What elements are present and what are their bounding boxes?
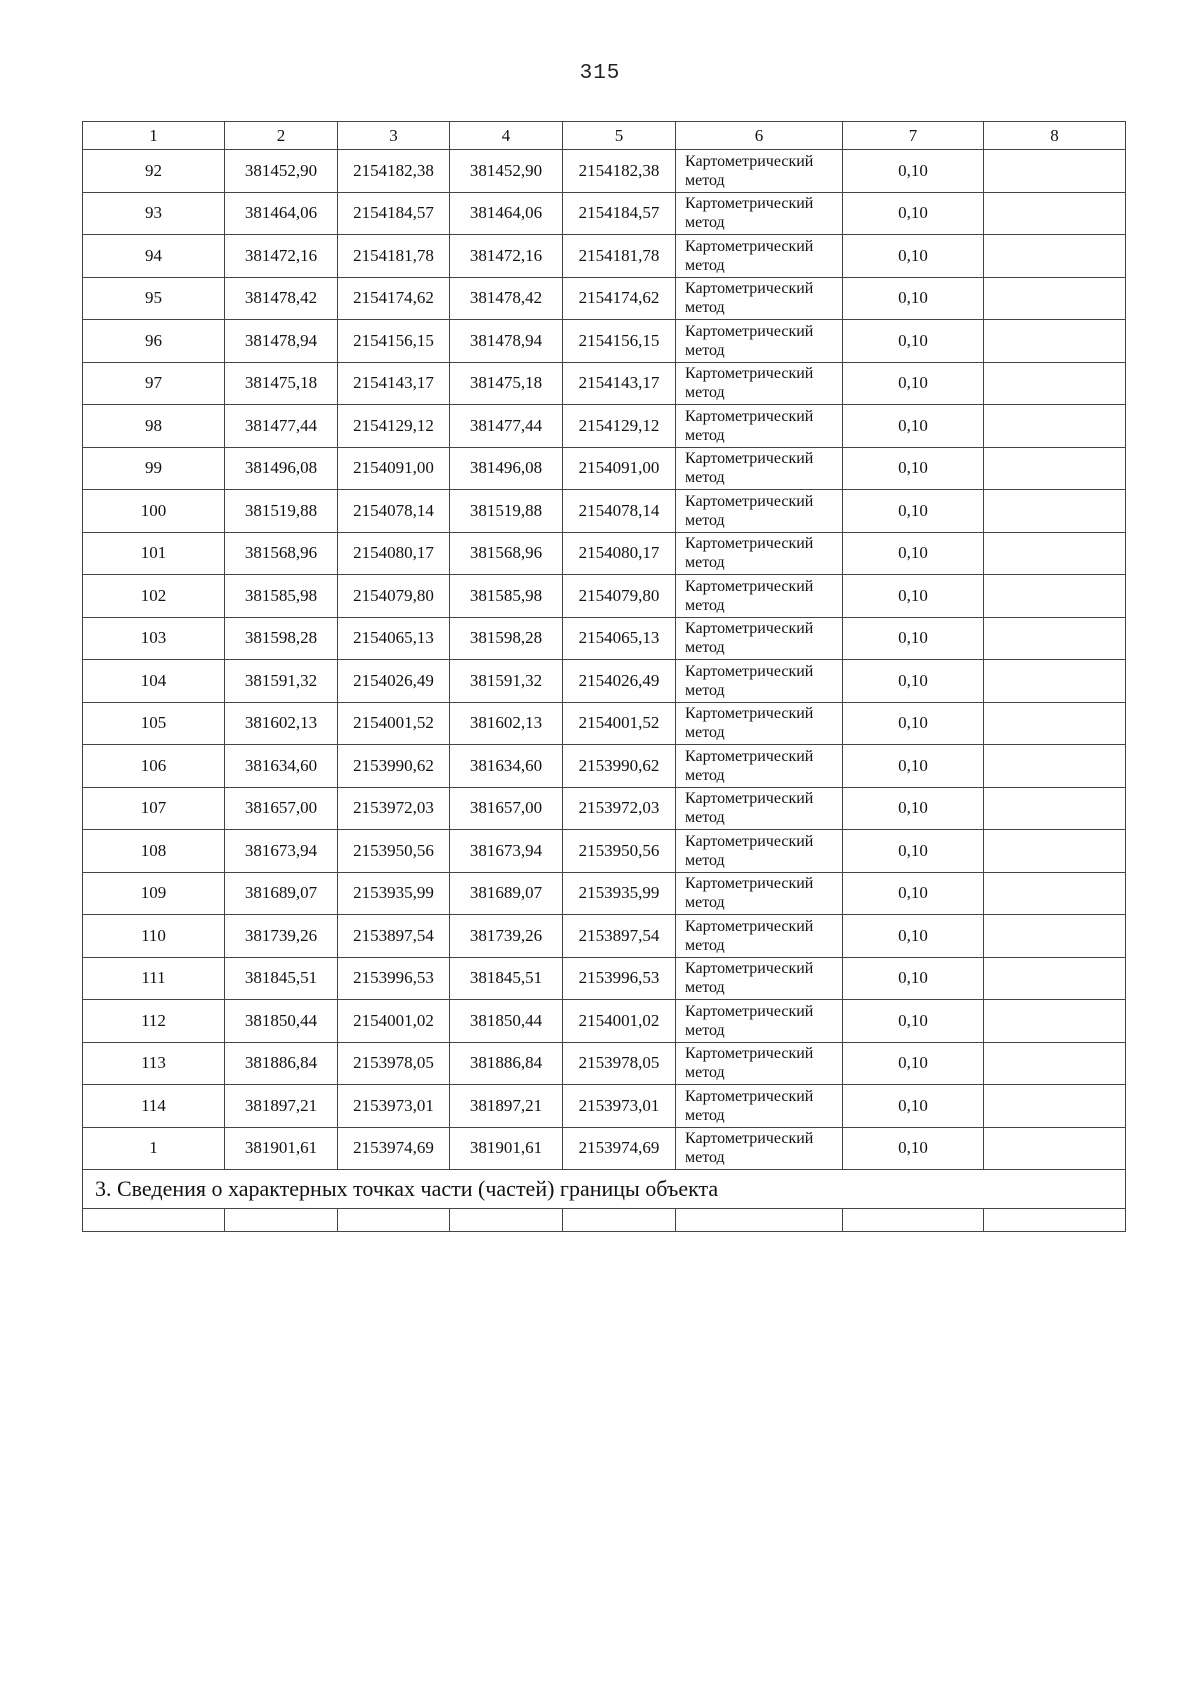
accuracy-cell: 0,10 [843, 532, 984, 575]
x-coordinate-cell: 381598,28 [450, 617, 563, 660]
accuracy-cell: 0,10 [843, 150, 984, 193]
method-cell [676, 872, 843, 915]
y-coordinate-cell: 2154184,57 [563, 192, 676, 235]
accuracy-cell: 0,10 [843, 1127, 984, 1170]
accuracy-cell: 0,10 [843, 702, 984, 745]
accuracy-cell: 0,10 [843, 872, 984, 915]
description-cell [984, 1085, 1126, 1128]
accuracy-cell: 0,10 [843, 362, 984, 405]
point-number-cell: 97 [83, 362, 225, 405]
empty-row [83, 1209, 1126, 1232]
y-coordinate-cell: 2154129,12 [563, 405, 676, 448]
x-coordinate-cell: 381464,06 [450, 192, 563, 235]
accuracy-cell: 0,10 [843, 575, 984, 618]
method-text: метод [685, 341, 725, 359]
table-row [83, 575, 1126, 618]
empty-cell [843, 1209, 984, 1232]
description-cell [984, 872, 1126, 915]
method-text: метод [685, 384, 725, 402]
y-coordinate-cell: 2153950,56 [338, 830, 450, 873]
y-coordinate-cell: 2154001,52 [338, 702, 450, 745]
method-cell [676, 150, 843, 193]
y-coordinate-cell: 2153935,99 [563, 872, 676, 915]
method-text: Картометрический [685, 492, 814, 510]
x-coordinate-cell: 381901,61 [450, 1127, 563, 1170]
point-number-cell: 1 [83, 1127, 225, 1170]
y-coordinate-cell: 2154174,62 [338, 277, 450, 320]
accuracy-cell: 0,10 [843, 277, 984, 320]
method-text: метод [685, 511, 725, 529]
y-coordinate-cell: 2153972,03 [563, 787, 676, 830]
accuracy-cell: 0,10 [843, 1000, 984, 1043]
x-coordinate-cell: 381478,94 [450, 320, 563, 363]
y-coordinate-cell: 2154080,17 [563, 532, 676, 575]
description-cell [984, 660, 1126, 703]
x-coordinate-cell: 381739,26 [225, 915, 338, 958]
method-text: Картометрический [685, 875, 814, 893]
method-cell [676, 1000, 843, 1043]
x-coordinate-cell: 381689,07 [450, 872, 563, 915]
point-number-cell: 92 [83, 150, 225, 193]
x-coordinate-cell: 381850,44 [225, 1000, 338, 1043]
y-coordinate-cell: 2154156,15 [338, 320, 450, 363]
accuracy-cell: 0,10 [843, 915, 984, 958]
method-cell [676, 702, 843, 745]
point-number-cell: 96 [83, 320, 225, 363]
x-coordinate-cell: 381475,18 [450, 362, 563, 405]
method-text: Картометрический [685, 917, 814, 935]
method-cell [676, 1042, 843, 1085]
method-text: Картометрический [685, 407, 814, 425]
description-cell [984, 405, 1126, 448]
y-coordinate-cell: 2153996,53 [338, 957, 450, 1000]
method-cell [676, 192, 843, 235]
accuracy-cell: 0,10 [843, 490, 984, 533]
x-coordinate-cell: 381897,21 [225, 1085, 338, 1128]
x-coordinate-cell: 381845,51 [450, 957, 563, 1000]
y-coordinate-cell: 2154026,49 [563, 660, 676, 703]
table-row [83, 447, 1126, 490]
point-number-cell: 103 [83, 617, 225, 660]
column-number-row [83, 122, 1126, 150]
point-number-cell: 111 [83, 957, 225, 1000]
y-coordinate-cell: 2153978,05 [563, 1042, 676, 1085]
point-number-cell: 104 [83, 660, 225, 703]
x-coordinate-cell: 381739,26 [450, 915, 563, 958]
y-coordinate-cell: 2153990,62 [563, 745, 676, 788]
x-coordinate-cell: 381585,98 [225, 575, 338, 618]
y-coordinate-cell: 2154181,78 [563, 235, 676, 278]
point-number-cell: 107 [83, 787, 225, 830]
x-coordinate-cell: 381496,08 [450, 447, 563, 490]
table-row [83, 830, 1126, 873]
description-cell [984, 1042, 1126, 1085]
y-coordinate-cell: 2153972,03 [338, 787, 450, 830]
table-row [83, 362, 1126, 405]
method-text: Картометрический [685, 195, 814, 213]
description-cell [984, 362, 1126, 405]
y-coordinate-cell: 2154078,14 [563, 490, 676, 533]
point-number-cell: 98 [83, 405, 225, 448]
method-text: Картометрический [685, 322, 814, 340]
y-coordinate-cell: 2154001,52 [563, 702, 676, 745]
method-text: Картометрический [685, 705, 814, 723]
y-coordinate-cell: 2154065,13 [563, 617, 676, 660]
column-header: 4 [450, 122, 563, 150]
x-coordinate-cell: 381598,28 [225, 617, 338, 660]
x-coordinate-cell: 381673,94 [450, 830, 563, 873]
x-coordinate-cell: 381477,44 [450, 405, 563, 448]
accuracy-cell: 0,10 [843, 787, 984, 830]
x-coordinate-cell: 381496,08 [225, 447, 338, 490]
method-cell [676, 915, 843, 958]
section-heading-row [83, 1170, 1126, 1209]
empty-cell [338, 1209, 450, 1232]
empty-cell [563, 1209, 676, 1232]
point-number-cell: 109 [83, 872, 225, 915]
x-coordinate-cell: 381477,44 [225, 405, 338, 448]
y-coordinate-cell: 2153978,05 [338, 1042, 450, 1085]
method-text: Картометрический [685, 365, 814, 383]
method-cell [676, 830, 843, 873]
x-coordinate-cell: 381591,32 [225, 660, 338, 703]
y-coordinate-cell: 2154079,80 [563, 575, 676, 618]
y-coordinate-cell: 2153996,53 [563, 957, 676, 1000]
y-coordinate-cell: 2153897,54 [338, 915, 450, 958]
y-coordinate-cell: 2153974,69 [338, 1127, 450, 1170]
method-cell [676, 235, 843, 278]
x-coordinate-cell: 381886,84 [450, 1042, 563, 1085]
method-text: метод [685, 979, 725, 997]
y-coordinate-cell: 2153935,99 [338, 872, 450, 915]
method-cell [676, 617, 843, 660]
method-text: метод [685, 171, 725, 189]
method-cell [676, 1127, 843, 1170]
description-cell [984, 787, 1126, 830]
method-text: Картометрический [685, 1045, 814, 1063]
x-coordinate-cell: 381568,96 [225, 532, 338, 575]
description-cell [984, 235, 1126, 278]
y-coordinate-cell: 2153950,56 [563, 830, 676, 873]
x-coordinate-cell: 381897,21 [450, 1085, 563, 1128]
x-coordinate-cell: 381901,61 [225, 1127, 338, 1170]
method-text: Картометрический [685, 152, 814, 170]
table-row [83, 277, 1126, 320]
description-cell [984, 575, 1126, 618]
x-coordinate-cell: 381464,06 [225, 192, 338, 235]
accuracy-cell: 0,10 [843, 660, 984, 703]
column-header: 1 [83, 122, 225, 150]
point-number-cell: 99 [83, 447, 225, 490]
method-text: метод [685, 299, 725, 317]
table-row [83, 405, 1126, 448]
description-cell [984, 532, 1126, 575]
y-coordinate-cell: 2154001,02 [563, 1000, 676, 1043]
point-number-cell: 110 [83, 915, 225, 958]
point-number-cell: 112 [83, 1000, 225, 1043]
table-row [83, 915, 1126, 958]
description-cell [984, 702, 1126, 745]
y-coordinate-cell: 2154174,62 [563, 277, 676, 320]
method-cell [676, 490, 843, 533]
description-cell [984, 745, 1126, 788]
method-text: Картометрический [685, 620, 814, 638]
method-cell [676, 660, 843, 703]
empty-cell [450, 1209, 563, 1232]
method-text: Картометрический [685, 577, 814, 595]
x-coordinate-cell: 381602,13 [450, 702, 563, 745]
method-text: Картометрический [685, 662, 814, 680]
x-coordinate-cell: 381602,13 [225, 702, 338, 745]
method-text: метод [685, 766, 725, 784]
method-text: метод [685, 1149, 725, 1167]
point-number-cell: 93 [83, 192, 225, 235]
accuracy-cell: 0,10 [843, 447, 984, 490]
y-coordinate-cell: 2153974,69 [563, 1127, 676, 1170]
point-number-cell: 113 [83, 1042, 225, 1085]
accuracy-cell: 0,10 [843, 405, 984, 448]
method-text: метод [685, 214, 725, 232]
method-text: Картометрический [685, 237, 814, 255]
method-text: метод [685, 639, 725, 657]
x-coordinate-cell: 381585,98 [450, 575, 563, 618]
method-text: Картометрический [685, 790, 814, 808]
x-coordinate-cell: 381452,90 [450, 150, 563, 193]
y-coordinate-cell: 2154091,00 [563, 447, 676, 490]
method-text: метод [685, 894, 725, 912]
point-number-cell: 102 [83, 575, 225, 618]
method-cell [676, 957, 843, 1000]
y-coordinate-cell: 2154065,13 [338, 617, 450, 660]
accuracy-cell: 0,10 [843, 830, 984, 873]
table-row [83, 1042, 1126, 1085]
y-coordinate-cell: 2154182,38 [563, 150, 676, 193]
y-coordinate-cell: 2154143,17 [338, 362, 450, 405]
method-text: метод [685, 1021, 725, 1039]
column-header: 3 [338, 122, 450, 150]
description-cell [984, 150, 1126, 193]
accuracy-cell: 0,10 [843, 745, 984, 788]
x-coordinate-cell: 381472,16 [225, 235, 338, 278]
y-coordinate-cell: 2154129,12 [338, 405, 450, 448]
method-text: Картометрический [685, 1130, 814, 1148]
method-text: метод [685, 809, 725, 827]
column-header: 8 [984, 122, 1126, 150]
x-coordinate-cell: 381519,88 [225, 490, 338, 533]
empty-cell [225, 1209, 338, 1232]
x-coordinate-cell: 381519,88 [450, 490, 563, 533]
method-cell [676, 575, 843, 618]
method-cell [676, 787, 843, 830]
description-cell [984, 490, 1126, 533]
x-coordinate-cell: 381657,00 [450, 787, 563, 830]
description-cell [984, 1000, 1126, 1043]
y-coordinate-cell: 2153973,01 [563, 1085, 676, 1128]
empty-cell [984, 1209, 1126, 1232]
column-header: 2 [225, 122, 338, 150]
method-text: метод [685, 1064, 725, 1082]
description-cell [984, 957, 1126, 1000]
empty-cell [83, 1209, 225, 1232]
x-coordinate-cell: 381634,60 [225, 745, 338, 788]
method-text: Картометрический [685, 1087, 814, 1105]
method-text: Картометрический [685, 450, 814, 468]
table-row [83, 660, 1126, 703]
method-text: метод [685, 256, 725, 274]
description-cell [984, 192, 1126, 235]
table-row [83, 1127, 1126, 1170]
accuracy-cell: 0,10 [843, 617, 984, 660]
point-number-cell: 108 [83, 830, 225, 873]
x-coordinate-cell: 381673,94 [225, 830, 338, 873]
table-row [83, 150, 1126, 193]
y-coordinate-cell: 2154091,00 [338, 447, 450, 490]
method-text: Картометрический [685, 280, 814, 298]
description-cell [984, 915, 1126, 958]
table-row [83, 320, 1126, 363]
method-text: Картометрический [685, 960, 814, 978]
method-text: метод [685, 1106, 725, 1124]
x-coordinate-cell: 381452,90 [225, 150, 338, 193]
method-text: метод [685, 851, 725, 869]
x-coordinate-cell: 381886,84 [225, 1042, 338, 1085]
accuracy-cell: 0,10 [843, 192, 984, 235]
description-cell [984, 830, 1126, 873]
method-cell [676, 362, 843, 405]
y-coordinate-cell: 2154184,57 [338, 192, 450, 235]
accuracy-cell: 0,10 [843, 320, 984, 363]
table-row [83, 957, 1126, 1000]
method-text: метод [685, 426, 725, 444]
point-number-cell: 106 [83, 745, 225, 788]
point-number-cell: 101 [83, 532, 225, 575]
x-coordinate-cell: 381657,00 [225, 787, 338, 830]
page-number: 315 [579, 62, 621, 85]
y-coordinate-cell: 2154078,14 [338, 490, 450, 533]
table-row [83, 745, 1126, 788]
point-number-cell: 95 [83, 277, 225, 320]
table-row [83, 872, 1126, 915]
x-coordinate-cell: 381845,51 [225, 957, 338, 1000]
method-text: метод [685, 596, 725, 614]
x-coordinate-cell: 381568,96 [450, 532, 563, 575]
x-coordinate-cell: 381591,32 [450, 660, 563, 703]
table-row [83, 490, 1126, 533]
method-text: Картометрический [685, 747, 814, 765]
method-cell [676, 745, 843, 788]
y-coordinate-cell: 2153973,01 [338, 1085, 450, 1128]
point-number-cell: 100 [83, 490, 225, 533]
y-coordinate-cell: 2154079,80 [338, 575, 450, 618]
method-text: метод [685, 724, 725, 742]
method-cell [676, 532, 843, 575]
description-cell [984, 277, 1126, 320]
method-text: метод [685, 681, 725, 699]
column-header: 6 [676, 122, 843, 150]
table-row [83, 702, 1126, 745]
method-text: Картометрический [685, 832, 814, 850]
x-coordinate-cell: 381478,94 [225, 320, 338, 363]
x-coordinate-cell: 381472,16 [450, 235, 563, 278]
table-row [83, 1000, 1126, 1043]
coordinates-table [82, 121, 1126, 1232]
column-header: 5 [563, 122, 676, 150]
y-coordinate-cell: 2154001,02 [338, 1000, 450, 1043]
table-row [83, 1085, 1126, 1128]
method-cell [676, 405, 843, 448]
y-coordinate-cell: 2154080,17 [338, 532, 450, 575]
y-coordinate-cell: 2153897,54 [563, 915, 676, 958]
point-number-cell: 94 [83, 235, 225, 278]
method-text: Картометрический [685, 1002, 814, 1020]
description-cell [984, 1127, 1126, 1170]
method-cell [676, 1085, 843, 1128]
y-coordinate-cell: 2153990,62 [338, 745, 450, 788]
x-coordinate-cell: 381475,18 [225, 362, 338, 405]
x-coordinate-cell: 381478,42 [450, 277, 563, 320]
accuracy-cell: 0,10 [843, 1042, 984, 1085]
y-coordinate-cell: 2154026,49 [338, 660, 450, 703]
x-coordinate-cell: 381689,07 [225, 872, 338, 915]
table-row [83, 532, 1126, 575]
section-heading: 3. Сведения о характерных точках части (частей) границы объекта [83, 1170, 1126, 1209]
point-number-cell: 105 [83, 702, 225, 745]
y-coordinate-cell: 2154143,17 [563, 362, 676, 405]
y-coordinate-cell: 2154182,38 [338, 150, 450, 193]
x-coordinate-cell: 381478,42 [225, 277, 338, 320]
table-row [83, 617, 1126, 660]
table-row [83, 192, 1126, 235]
y-coordinate-cell: 2154181,78 [338, 235, 450, 278]
column-header: 7 [843, 122, 984, 150]
method-text: Картометрический [685, 535, 814, 553]
method-cell [676, 320, 843, 363]
accuracy-cell: 0,10 [843, 235, 984, 278]
method-cell [676, 447, 843, 490]
y-coordinate-cell: 2154156,15 [563, 320, 676, 363]
point-number-cell: 114 [83, 1085, 225, 1128]
x-coordinate-cell: 381634,60 [450, 745, 563, 788]
description-cell [984, 320, 1126, 363]
description-cell [984, 447, 1126, 490]
method-text: метод [685, 469, 725, 487]
accuracy-cell: 0,10 [843, 957, 984, 1000]
method-text: метод [685, 554, 725, 572]
method-text: метод [685, 936, 725, 954]
empty-cell [676, 1209, 843, 1232]
description-cell [984, 617, 1126, 660]
accuracy-cell: 0,10 [843, 1085, 984, 1128]
x-coordinate-cell: 381850,44 [450, 1000, 563, 1043]
method-cell [676, 277, 843, 320]
table-row [83, 787, 1126, 830]
table-row [83, 235, 1126, 278]
